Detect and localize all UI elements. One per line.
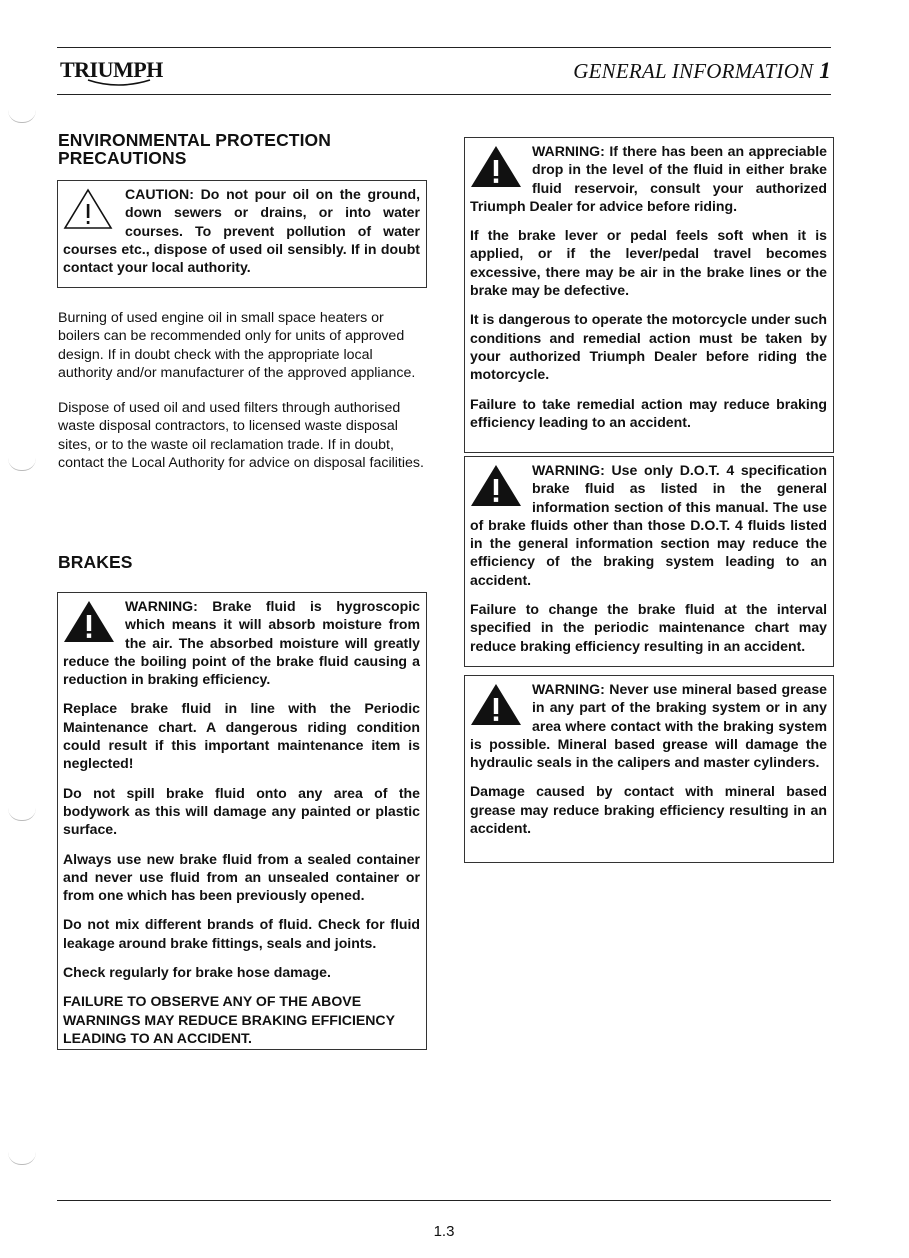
header-rule-bottom bbox=[57, 94, 831, 95]
warning-paragraph: WARNING: Never use mineral based grease in any part of the braking system or in any area where contact with the braking system is possible. Mineral based grease will damage the hydraulic seals in the calipers and master cylinders. bbox=[470, 681, 827, 771]
binding-hole-mark bbox=[8, 808, 36, 821]
brakes-heading-wrap bbox=[58, 553, 133, 571]
warning-paragraph: Failure to take remedial action may reduce braking efficiency leading to an accident. bbox=[470, 395, 827, 430]
warning-paragraph: Do not spill brake fluid onto any area of the bodywork as this will damage any painted or plastic surface. bbox=[63, 784, 420, 838]
binding-hole-mark bbox=[8, 458, 36, 471]
warning-triangle-icon bbox=[468, 463, 526, 507]
warning-paragraph: WARNING: If there has been an appreciable drop in the level of the fluid in either brake fluid reservoir, consult your authorized Triumph Dealer for advice before riding. bbox=[470, 143, 827, 214]
warning-triangle-icon bbox=[468, 682, 526, 726]
svg-text:TRIUMPH: TRIUMPH bbox=[60, 57, 163, 82]
caution-triangle-icon bbox=[61, 187, 119, 231]
warning-paragraph: Always use new brake fluid from a sealed container and never use fluid from an unsealed container or from one which has been previously opened. bbox=[63, 850, 420, 904]
warning-box-dot4 bbox=[464, 456, 834, 667]
warning-paragraph: Check regularly for brake hose damage. bbox=[63, 964, 331, 981]
warning-box-fluid-level bbox=[464, 137, 834, 453]
heading-line-1: ENVIRONMENTAL PROTECTION bbox=[58, 130, 332, 150]
warning-paragraph: Failure to change the brake fluid at the interval specified in the periodic maintenance chart may reduce braking efficiency resulting in an accident. bbox=[470, 601, 827, 654]
warning-paragraph: If the brake lever or pedal feels soft when it is applied, or if the lever/pedal travel becomes excessive, there may be air in the brake lines or the brake may be defective. bbox=[470, 227, 827, 299]
warning-paragraph: Damage caused by contact with mineral based grease may reduce braking efficiency resulting in an accident. bbox=[470, 783, 827, 837]
warning-paragraph: Replace brake fluid in line with the Periodic Maintenance chart. A dangerous riding condition could result if this important maintenance item is neglected! bbox=[63, 700, 420, 772]
binding-hole-mark bbox=[8, 1152, 36, 1165]
warning-box-hygroscopic bbox=[57, 592, 427, 1050]
binding-hole-mark bbox=[8, 110, 36, 123]
paragraph: Dispose of used oil and used filters through authorised waste disposal contractors, to licensed waste disposal sites, or to the waste oil reclamation trade. If in doubt, contact the Local Authority for advice on disposal facilities. bbox=[58, 400, 424, 472]
brakes-heading: BRAKES bbox=[58, 552, 133, 572]
caution-box bbox=[57, 180, 427, 288]
warning-paragraph: Do not mix different brands of fluid. Check for fluid leakage around brake fittings, seals and joints. bbox=[63, 916, 420, 951]
warning-paragraph: It is dangerous to operate the motorcycle under such conditions and remedial action must be taken by your authorized Triumph Dealer before riding the motorcycle. bbox=[470, 311, 827, 383]
header-rule-top bbox=[57, 47, 831, 48]
warning-paragraph: WARNING: Use only D.O.T. 4 specification brake fluid as listed in the general information section of this manual. The use of brake fluids other than those D.O.T. 4 fluids listed in the general information section may reduce the efficiency of the braking system leading to an accident. bbox=[470, 462, 827, 588]
warning-triangle-icon bbox=[468, 144, 526, 188]
paragraph: Burning of used engine oil in small space heaters or boilers can be recommended only for units of approved design. If in doubt check with the appropriate local authority and/or manufacturer of the approved appliance. bbox=[58, 310, 416, 381]
caution-text: CAUTION: Do not pour oil on the ground, down sewers or drains, or into water courses. To prevent pollution of water courses etc., dispose of used oil sensibly. If in doubt contact your local authority. bbox=[63, 186, 420, 276]
section-header bbox=[573, 58, 831, 84]
warning-triangle-icon bbox=[61, 599, 119, 643]
heading-line-2: PRECAUTIONS bbox=[58, 148, 187, 168]
environmental-heading bbox=[58, 131, 331, 167]
section-title: GENERAL INFORMATION bbox=[573, 59, 814, 83]
warning-box-mineral-grease bbox=[464, 675, 834, 863]
page-number: 1.3 bbox=[433, 1223, 455, 1240]
chapter-number: 1 bbox=[819, 58, 831, 83]
triumph-logo bbox=[58, 52, 178, 92]
footer-rule bbox=[57, 1200, 831, 1201]
environmental-body bbox=[58, 309, 428, 489]
warning-paragraph: WARNING: Brake fluid is hygroscopic which means it will absorb moisture from the air. The absorbed moisture will greatly reduce the boiling point of the brake fluid causing a reduction in braking efficiency. bbox=[63, 598, 420, 688]
warning-paragraph: FAILURE TO OBSERVE ANY OF THE ABOVE WARNINGS MAY REDUCE BRAKING EFFICIENCY LEADING TO AN ACCIDENT. bbox=[63, 993, 395, 1046]
